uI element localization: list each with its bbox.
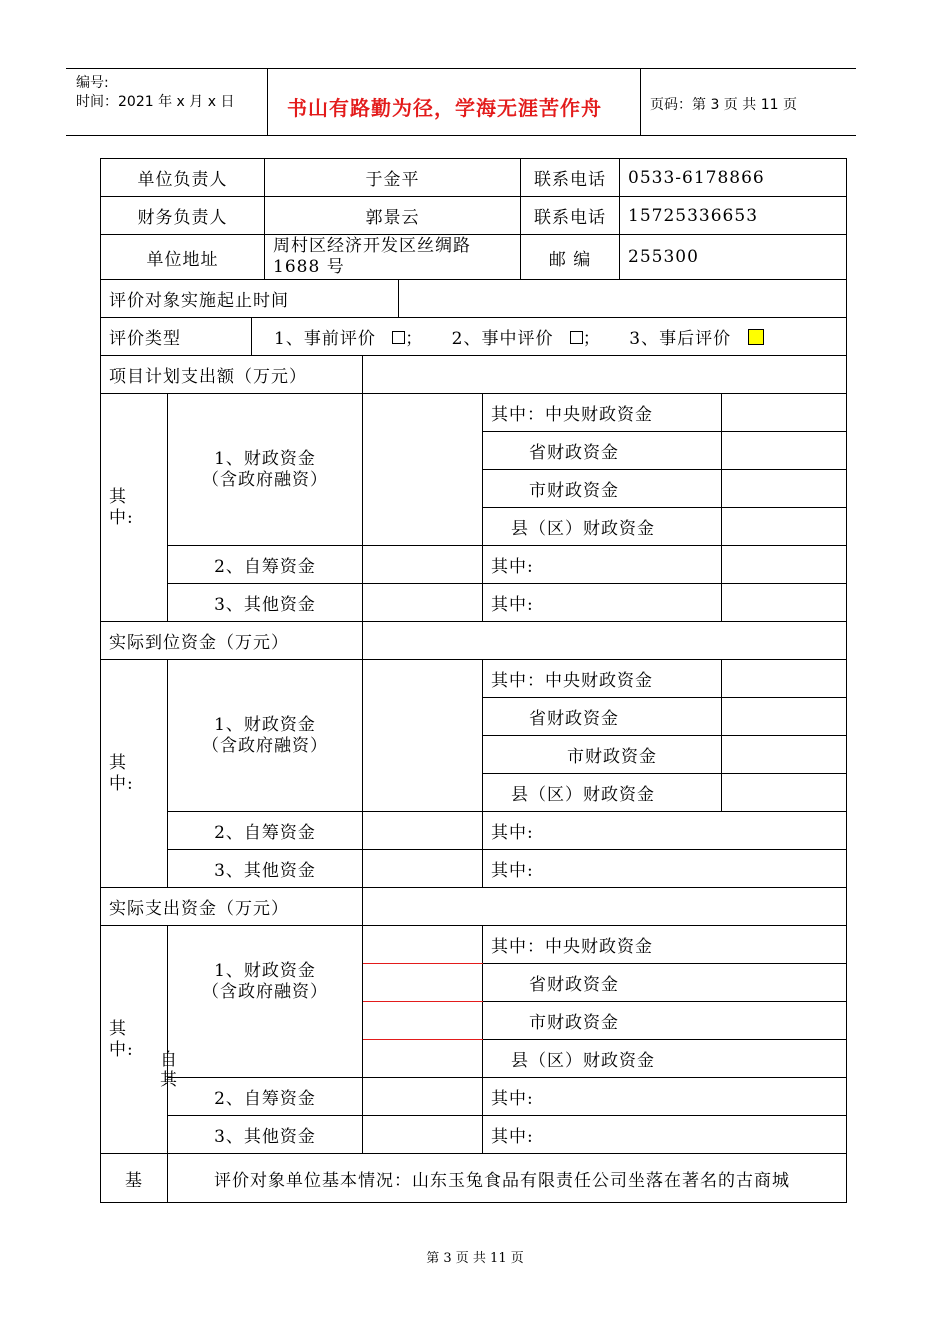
planned-self-label: 2、自筹资金 bbox=[168, 546, 363, 584]
type-label: 评价类型 bbox=[101, 318, 252, 356]
received-provincial-label: 省财政资金 bbox=[483, 698, 722, 736]
unit-head-value: 于金平 bbox=[265, 159, 521, 197]
spent-city-label: 市财政资金 bbox=[483, 1002, 847, 1040]
received-self-value bbox=[363, 812, 483, 850]
received-other-row bbox=[101, 850, 847, 888]
received-label: 实际到位资金（万元） bbox=[101, 622, 363, 660]
received-other-label: 3、其他资金 bbox=[168, 850, 363, 888]
received-self-qizhong: 其中: bbox=[483, 812, 847, 850]
period-value bbox=[399, 280, 847, 318]
planned-fiscal-label bbox=[168, 394, 363, 546]
planned-central-value bbox=[722, 394, 847, 432]
planned-other-qizhong: 其中: bbox=[483, 584, 722, 622]
postcode-label: 邮 编 bbox=[521, 235, 620, 280]
spent-self-value bbox=[363, 1078, 483, 1116]
planned-fiscal-line2: （含政府融资） bbox=[202, 469, 329, 490]
spent-other-qizhong: 其中: bbox=[483, 1116, 847, 1154]
received-city-value bbox=[722, 736, 847, 774]
received-qizhong: 其中: bbox=[109, 752, 134, 794]
planned-provincial-value bbox=[722, 432, 847, 470]
planned-label: 项目计划支出额（万元） bbox=[101, 356, 363, 394]
finance-phone-value: 15725336653 bbox=[620, 197, 847, 235]
basic-label: 基 bbox=[101, 1154, 168, 1203]
stray-char-1: 自 bbox=[160, 1050, 177, 1070]
spent-self-label: 2、自筹资金 bbox=[168, 1078, 363, 1116]
received-central-value bbox=[722, 660, 847, 698]
planned-self-row bbox=[101, 546, 847, 584]
planned-city-label: 市财政资金 bbox=[483, 470, 722, 508]
unit-phone-label: 联系电话 bbox=[521, 159, 620, 197]
planned-header-row bbox=[101, 356, 847, 394]
option-mid-label: 2、事中评价 bbox=[451, 329, 554, 349]
received-county-value bbox=[722, 774, 847, 812]
received-fiscal-value bbox=[363, 660, 483, 812]
planned-other-value bbox=[363, 584, 483, 622]
finance-phone-label: 联系电话 bbox=[521, 197, 620, 235]
received-central-label: 其中：中央财政资金 bbox=[483, 660, 722, 698]
finance-head-row bbox=[101, 197, 847, 235]
spent-county-label: 县（区）财政资金 bbox=[483, 1040, 847, 1078]
planned-qizhong: 其中: bbox=[109, 486, 134, 528]
planned-fiscal-line1: 1、财政资金 bbox=[214, 448, 316, 469]
planned-qizhong-cell bbox=[101, 394, 168, 622]
finance-head-label: 财务负责人 bbox=[101, 197, 265, 235]
page-footer: 第 3 页 共 11 页 bbox=[426, 1251, 524, 1266]
address-value: 周村区经济开发区丝绸路 1688 号 bbox=[265, 235, 521, 280]
option-pre-checkbox[interactable] bbox=[392, 331, 405, 344]
evaluation-form-table bbox=[100, 158, 847, 1203]
spent-provincial-value bbox=[363, 964, 483, 1002]
spent-label: 实际支出资金（万元） bbox=[101, 888, 363, 926]
planned-self-qizhong: 其中: bbox=[483, 546, 722, 584]
planned-county-label: 县（区）财政资金 bbox=[483, 508, 722, 546]
received-city-label: 市财政资金 bbox=[483, 736, 722, 774]
address-row bbox=[101, 235, 847, 280]
received-other-value bbox=[363, 850, 483, 888]
document-number: 编号: bbox=[76, 75, 109, 91]
spent-central-label: 其中：中央财政资金 bbox=[483, 926, 847, 964]
basic-info-row bbox=[101, 1154, 847, 1203]
type-options bbox=[252, 318, 847, 356]
document-time: 时间：2021 年 x 月 x 日 bbox=[76, 94, 235, 110]
option-mid-checkbox[interactable] bbox=[570, 331, 583, 344]
planned-self-extra bbox=[722, 546, 847, 584]
option-post-checkbox[interactable] bbox=[748, 329, 764, 345]
planned-other-extra bbox=[722, 584, 847, 622]
page-number: 页码：第 3 页 共 11 页 bbox=[650, 97, 797, 113]
header-divider-left bbox=[267, 68, 268, 136]
spent-city-value bbox=[363, 1002, 483, 1040]
received-other-qizhong: 其中: bbox=[483, 850, 847, 888]
postcode-value: 255300 bbox=[620, 235, 847, 280]
planned-central-label: 其中：中央财政资金 bbox=[483, 394, 722, 432]
option-mid-sep: ； bbox=[582, 329, 601, 349]
basic-text: 评价对象单位基本情况：山东玉兔食品有限责任公司坐落在著名的古商城 bbox=[168, 1154, 847, 1203]
header-motto: 书山有路勤为径，学海无涯苦作舟 bbox=[287, 96, 602, 120]
received-central-row bbox=[101, 660, 847, 698]
period-row bbox=[101, 280, 847, 318]
unit-head-row bbox=[101, 159, 847, 197]
option-pre-sep: ； bbox=[405, 329, 424, 349]
period-label: 评价对象实施起止时间 bbox=[101, 280, 399, 318]
spent-qizhong: 其中: bbox=[109, 1018, 134, 1060]
spent-other-value bbox=[363, 1116, 483, 1154]
address-label: 单位地址 bbox=[101, 235, 265, 280]
received-fiscal-line1: 1、财政资金 bbox=[214, 714, 316, 735]
planned-other-row bbox=[101, 584, 847, 622]
spent-self-row bbox=[101, 1078, 847, 1116]
spent-fiscal-line2: （含政府融资） bbox=[202, 981, 329, 1002]
spent-header-row bbox=[101, 888, 847, 926]
option-post-label: 3、事后评价 bbox=[629, 329, 732, 349]
planned-provincial-label: 省财政资金 bbox=[483, 432, 722, 470]
spent-qizhong-cell bbox=[101, 926, 168, 1154]
received-value bbox=[363, 622, 847, 660]
received-header-row bbox=[101, 622, 847, 660]
received-self-row bbox=[101, 812, 847, 850]
planned-county-value bbox=[722, 508, 847, 546]
type-row bbox=[101, 318, 847, 356]
spent-county-value bbox=[363, 1040, 483, 1078]
planned-fiscal-value bbox=[363, 394, 483, 546]
received-self-label: 2、自筹资金 bbox=[168, 812, 363, 850]
spent-provincial-label: 省财政资金 bbox=[483, 964, 847, 1002]
received-county-label: 县（区）财政资金 bbox=[483, 774, 722, 812]
stray-char-2: 其 bbox=[160, 1070, 177, 1090]
received-provincial-value bbox=[722, 698, 847, 736]
header-divider-right bbox=[640, 68, 641, 136]
header-top-rule bbox=[66, 68, 856, 69]
received-fiscal-line2: （含政府融资） bbox=[202, 735, 329, 756]
planned-self-value bbox=[363, 546, 483, 584]
unit-head-phone: 0533-6178866 bbox=[620, 159, 847, 197]
header-bottom-rule bbox=[66, 135, 856, 136]
option-pre-label: 1、事前评价 bbox=[274, 329, 376, 349]
spent-central-row bbox=[101, 926, 847, 964]
unit-head-label: 单位负责人 bbox=[101, 159, 265, 197]
spent-central-value bbox=[363, 926, 483, 964]
spent-other-row bbox=[101, 1116, 847, 1154]
planned-value bbox=[363, 356, 847, 394]
planned-other-label: 3、其他资金 bbox=[168, 584, 363, 622]
spent-fiscal-line1: 1、财政资金 bbox=[214, 960, 316, 981]
planned-city-value bbox=[722, 470, 847, 508]
received-fiscal-label bbox=[168, 660, 363, 812]
spent-fiscal-label bbox=[168, 926, 363, 1078]
spent-value bbox=[363, 888, 847, 926]
finance-head-value: 郭景云 bbox=[265, 197, 521, 235]
received-qizhong-cell bbox=[101, 660, 168, 888]
spent-other-label: 3、其他资金 bbox=[168, 1116, 363, 1154]
planned-central-row bbox=[101, 394, 847, 432]
spent-self-qizhong: 其中: bbox=[483, 1078, 847, 1116]
